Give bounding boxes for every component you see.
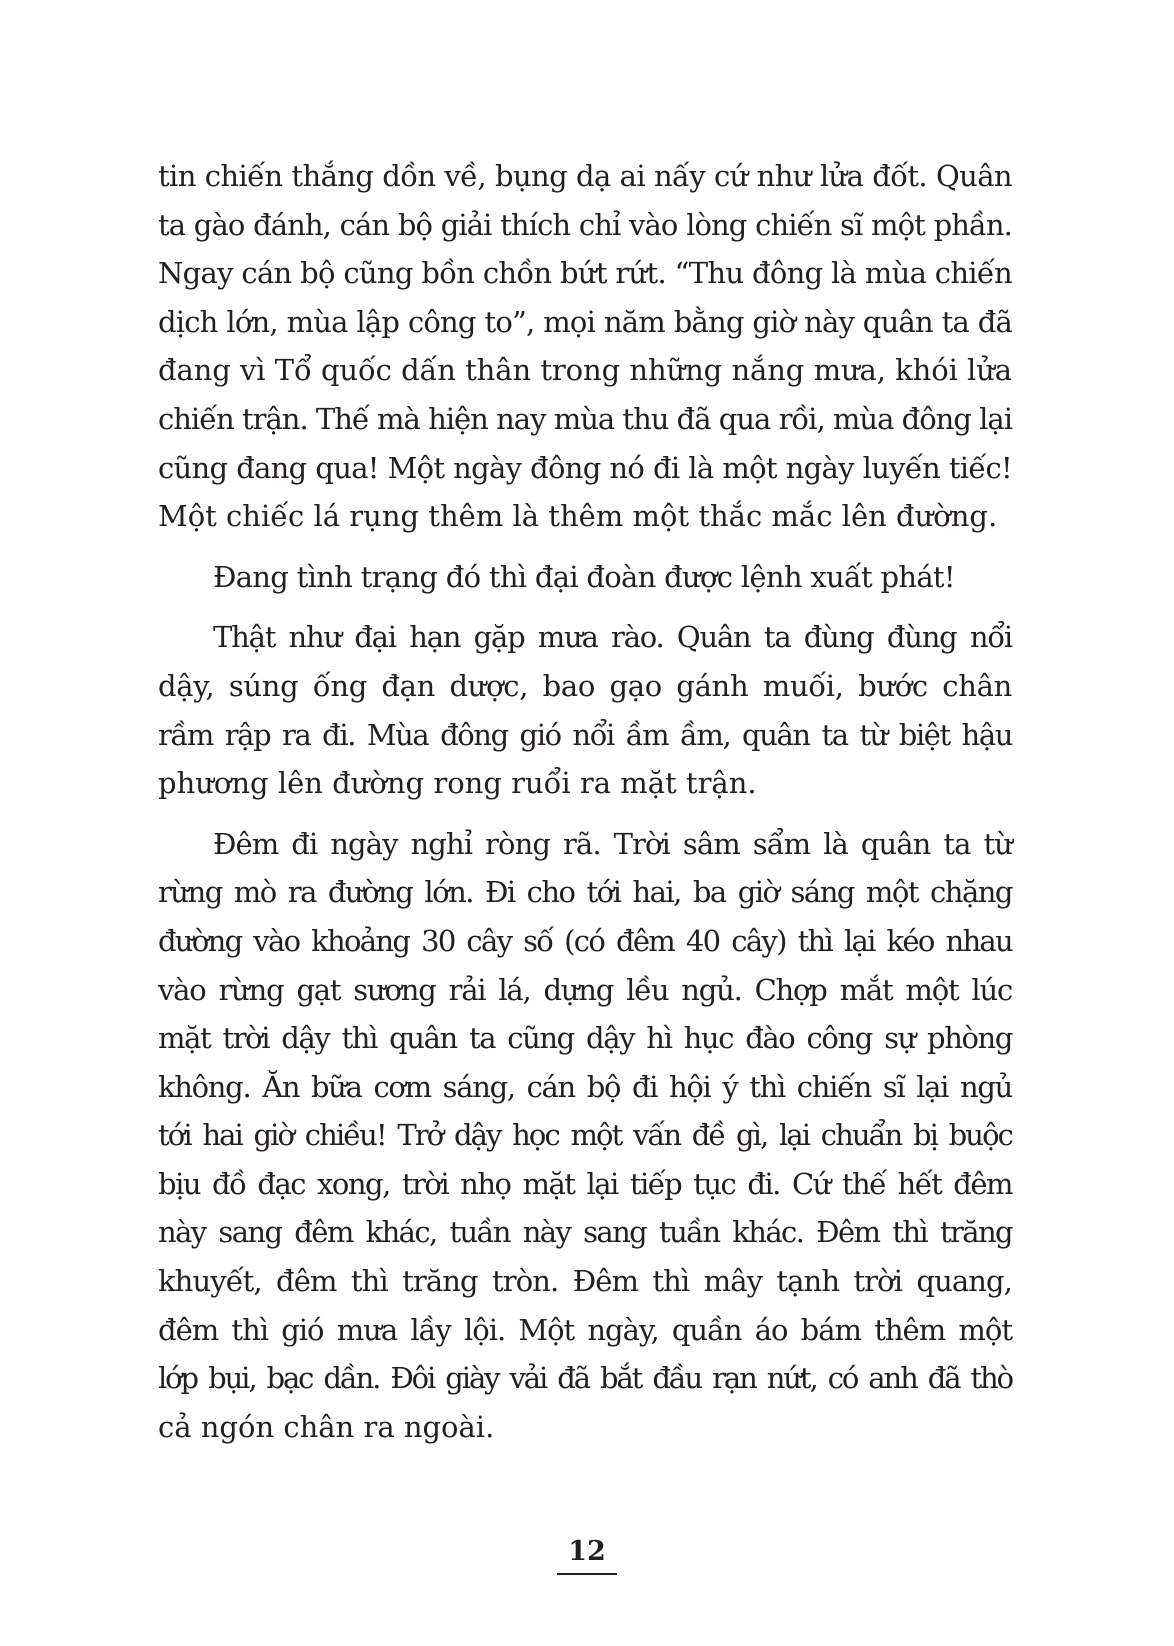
text-line: Ngay cán bộ cũng bồn chồn bứt rứt. “Thu đông là mùa chiến [158, 256, 1012, 291]
text-line: bịu đồ đạc xong, trời nhọ mặt lại tiếp tục đi. Cứ thế hết đêm [158, 1166, 1012, 1201]
page-body [158, 152, 1012, 1451]
text-line: chiến trận. Thế mà hiện nay mùa thu đã qua rồi, mùa đông lại [158, 401, 1012, 436]
text-line: này sang đêm khác, tuần này sang tuần khác. Đêm thì trăng [158, 1215, 1012, 1250]
text-line: cả ngón chân ra ngoài. [158, 1409, 495, 1444]
text-line: ta gào đánh, cán bộ giải thích chỉ vào lòng chiến sĩ một phần. [158, 207, 1012, 242]
text-line: tới hai giờ chiều! Trở dậy học một vấn đề gì, lại chuẩn bị buộc [158, 1118, 1012, 1153]
paragraph-1 [158, 152, 1012, 541]
text-line: Đêm đi ngày nghỉ ròng rã. Trời sâm sẩm là quân ta từ [213, 826, 1012, 861]
text-line: không. Ăn bữa cơm sáng, cán bộ đi hội ý thì chiến sĩ lại ngủ [158, 1069, 1012, 1104]
text-line: lớp bụi, bạc dần. Đôi giày vải đã bắt đầu rạn nứt, có anh đã thò [158, 1361, 1012, 1396]
text-line: đường vào khoảng 30 cây số (có đêm 40 cây) thì lại kéo nhau [158, 923, 1012, 958]
text-line: rừng mò ra đường lớn. Đi cho tới hai, ba giờ sáng một chặng [158, 875, 1012, 910]
text-line: Đang tình trạng đó thì đại đoàn được lệnh xuất phát! [213, 559, 955, 594]
text-line: khuyết, đêm thì trăng tròn. Đêm thì mây tạnh trời quang, [158, 1264, 1012, 1299]
page-number: 12 [557, 1536, 617, 1575]
text-line: Thật như đại hạn gặp mưa rào. Quân ta đùng đùng nổi [213, 620, 1012, 655]
text-line: phương lên đường rong ruổi ra mặt trận. [158, 766, 757, 801]
text-line: tin chiến thắng dồn về, bụng dạ ai nấy cứ như lửa đốt. Quân [158, 159, 1012, 193]
text-line: cũng đang qua! Một ngày đông nó đi là một ngày luyến tiếc! [158, 450, 1012, 485]
text-line: vào rừng gạt sương rải lá, dựng lều ngủ. Chợp mắt một lúc [158, 972, 1012, 1007]
paragraph-2 [158, 553, 1012, 602]
text-line: rầm rập ra đi. Mùa đông gió nổi ầm ầm, quân ta từ biệt hậu [158, 717, 1012, 752]
text-line: đêm thì gió mưa lầy lội. Một ngày, quần áo bám thêm một [158, 1312, 1012, 1347]
text-line: Một chiếc lá rụng thêm là thêm một thắc mắc lên đường. [158, 499, 998, 534]
paragraph-4 [158, 820, 1012, 1452]
text-line: đang vì Tổ quốc dấn thân trong những nắng mưa, khói lửa [158, 353, 1012, 388]
page-footer [0, 1536, 1174, 1575]
text-line: mặt trời dậy thì quân ta cũng dậy hì hục đào công sự phòng [158, 1021, 1012, 1056]
text-line: dịch lớn, mùa lập công to”, mọi năm bằng giờ này quân ta đã [158, 304, 1012, 339]
paragraph-3 [158, 613, 1012, 807]
text-line: dậy, súng ống đạn dược, bao gạo gánh muối, bước chân [158, 668, 1012, 703]
